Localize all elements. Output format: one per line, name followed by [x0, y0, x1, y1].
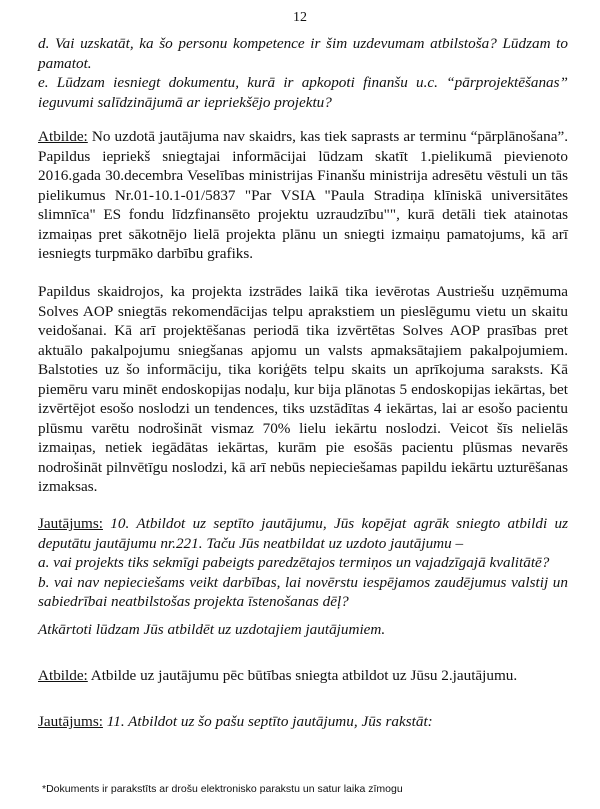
explanation-text: Papildus skaidrojos, ka projekta izstrādes laikā tika ievērotas Austriešu uzņēmuma Solves AOP sniegtās rekomendācijas telpu aprakstiem un pieslēgumu vietu un skaitu veidošanai. Kā arī projektēšanas periodā tika izvērtētas Solves AOP prasības pret aktuālo pakalpojumu sniegšanas apjomu un valsts apmaksātajiem pakalpojumiem. Balstoties uz šo informāciju, tika koriģēts telpu skaits un aprīkojuma saraksts. Kā piemēru varu minēt endoskopijas nodaļu, kur bija plānotas 5 endoskopijas iekārtas, bet izvērtējot esošo noslodzi un tendences, tiks uzstādītas 4 iekārtas, lai ar esošo pacientu plūsmu varētu nodrošināt vismaz 70% lielu iekārtu noslodzi. Veicot šīs nelielās izmaiņas, netiek iegādātas iekārtas, kurām pie esošās pacientu plūsmas nevarēs nodrošināt pilnvētīgu noslodzi, kā arī nebūs nepieciešamas papildu iekārtu uzturēšanas izmaksas. — [38, 283, 568, 495]
question-item-a: a. vai projekts tiks sekmīgi pabeigts paredzētajos termiņos un vajadzīgajā kvalitātē? — [38, 554, 550, 571]
answer-2 — [38, 666, 568, 686]
explanation-paragraph — [38, 282, 568, 497]
answer-label: Atbilde: — [38, 667, 88, 684]
question-items-d-e — [38, 34, 568, 112]
page-number: 12 — [293, 10, 307, 25]
item-e: e. Lūdzam iesniegt dokumentu, kurā ir apkopoti finanšu u.c. “pārprojektēšanas” ieguvumi salīdzinājumā ar iepriekšējo projektu? — [38, 74, 568, 111]
answer-label: Atbilde: — [38, 128, 88, 145]
question-10 — [38, 514, 568, 639]
answer-1 — [38, 127, 568, 264]
answer-text: Atbilde uz jautājumu pēc būtības sniegta atbildot uz Jūsu 2.jautājumu. — [87, 667, 518, 684]
question-11 — [38, 712, 568, 732]
question-item-b: b. vai nav nepieciešams veikt darbības, lai novērstu iespējamos zaudējumus valstij un sabiedrībai neatbilstošas projekta īstenošanas dēļ? — [38, 573, 568, 610]
footnote: *Dokuments ir parakstīts ar drošu elektronisko parakstu un satur laika zīmogu — [42, 783, 403, 795]
item-d: d. Vai uzskatāt, ka šo personu kompetence ir šim uzdevumam atbilstoša? Lūdzam to pamatot. — [38, 35, 568, 72]
question-text: 11. Atbildot uz šo pašu septīto jautājumu, Jūs rakstāt: — [102, 713, 433, 730]
repeat-request: Atkārtoti lūdzam Jūs atbildēt uz uzdotajiem jautājumiem. — [38, 620, 386, 638]
answer-text: No uzdotā jautājuma nav skaidrs, kas tiek saprasts ar terminu “pārplānošana”. Papildus iepriekš sniegtajai informācijai lūdzam skatīt 1.pielikumā pievienoto 2016.gada 30.decembra Veselības ministrijas Finanšu ministrija adresētu vēstuli un tās pielikumus Nr.01-10.1-01/5837 "Par VSIA "Paula Stradiņa klīniskā universitātes slimnīca" ES fondu līdzfinansēto projektu uzraudzību"", kurā detāli tiek atainotas izmaiņas pret sākotnējo lielā projekta plānu un sniegti izmaiņu pamatojums, kā arī iesniegts turpmāko darbību grafiks. — [38, 128, 568, 262]
question-label: Jautājums: — [38, 713, 103, 730]
question-text: 10. Atbildot uz septīto jautājumu, Jūs kopējat agrāk sniegto atbildi uz deputātu jautājumu nr.221. Taču Jūs neatbildat uz uzdoto jautājumu – — [38, 515, 568, 552]
question-label: Jautājums: — [38, 515, 103, 532]
